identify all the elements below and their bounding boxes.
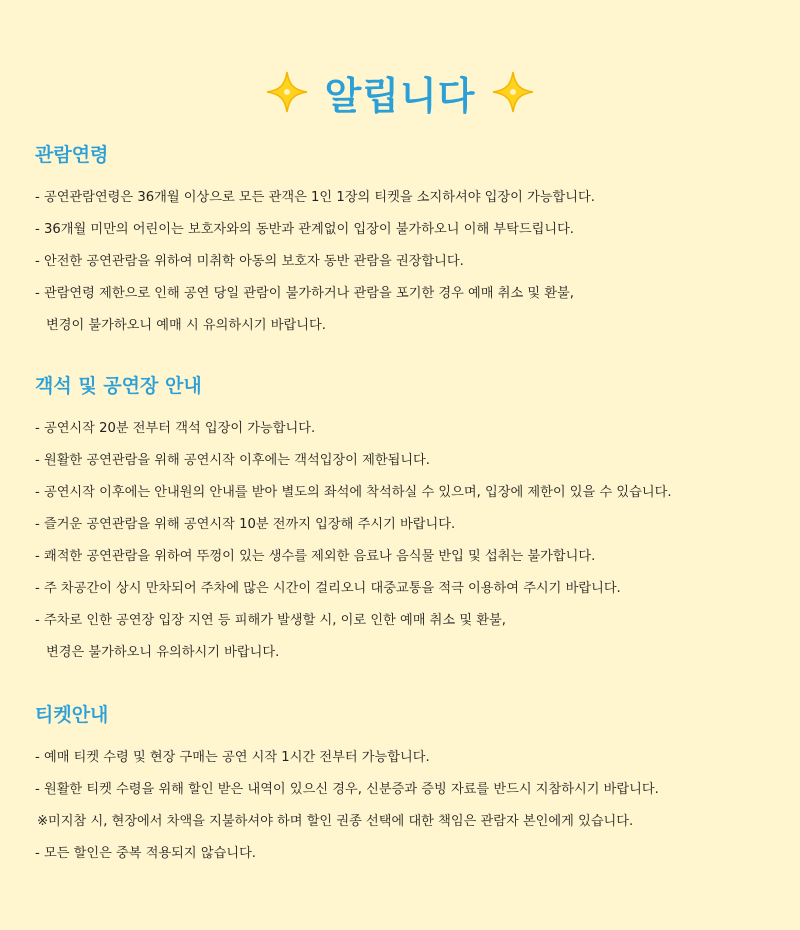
- notice-line: - 36개월 미만의 어린이는 보호자와의 동반과 관계없이 입장이 불가하오니 이해 부탁드립니다.: [35, 222, 574, 237]
- notice-line: - 공연시작 20분 전부터 객석 입장이 가능합니다.: [35, 421, 316, 436]
- section-seat-venue: [35, 373, 775, 669]
- notice-line: - 예매 티켓 수령 및 현장 구매는 공연 시작 1시간 전부터 가능합니다.: [35, 750, 430, 765]
- notice-line: - 쾌적한 공연관람을 위하여 뚜껑이 있는 생수를 제외한 음료나 음식물 반입 및 섭취는 불가합니다.: [35, 549, 596, 564]
- section-heading: 객석 및 공연장 안내: [35, 375, 202, 397]
- sparkle-icon: [265, 70, 309, 114]
- notice-line: - 원활한 공연관람을 위해 공연시작 이후에는 객석입장이 제한됩니다.: [35, 453, 430, 468]
- section-heading: 티켓안내: [35, 704, 109, 726]
- section-age-policy: [35, 142, 775, 342]
- notice-line: - 주 차공간이 상시 만차되어 주차에 많은 시간이 걸리오니 대중교통을 적극 이용하여 주시기 바랍니다.: [35, 581, 621, 596]
- notice-line: - 주차로 인한 공연장 입장 지연 등 피해가 발생할 시, 이로 인한 예매 취소 및 환불,: [35, 613, 506, 628]
- sparkle-icon: [491, 70, 535, 114]
- notice-line: 변경은 불가하오니 유의하시기 바랍니다.: [46, 645, 280, 660]
- page-title: 알립니다: [324, 73, 476, 118]
- notice-line: - 관람연령 제한으로 인해 공연 당일 관람이 불가하거나 관람을 포기한 경우 예매 취소 및 환불,: [35, 286, 574, 301]
- notice-note: ※미지참 시, 현장에서 차액을 지불하셔야 하며 할인 권종 선택에 대한 책임은 관람자 본인에게 있습니다.: [37, 814, 634, 829]
- notice-line: - 공연시작 이후에는 안내원의 안내를 받아 별도의 좌석에 착석하실 수 있으며, 입장에 제한이 있을 수 있습니다.: [35, 485, 672, 500]
- notice-line: - 모든 할인은 중복 적용되지 않습니다.: [35, 846, 256, 861]
- title-row: [0, 62, 800, 122]
- notice-line: - 즐거운 공연관람을 위해 공연시작 10분 전까지 입장해 주시기 바랍니다.: [35, 517, 456, 532]
- section-heading: 관람연령: [35, 144, 109, 166]
- notice-line: 변경이 불가하오니 예매 시 유의하시기 바랍니다.: [46, 318, 326, 333]
- notice-line: - 원활한 티켓 수령을 위해 할인 받은 내역이 있으신 경우, 신분증과 증빙 자료를 반드시 지참하시기 바랍니다.: [35, 782, 659, 797]
- notice-line: - 안전한 공연관람을 위하여 미취학 아동의 보호자 동반 관람을 권장합니다.: [35, 254, 464, 269]
- notice-line: - 공연관람연령은 36개월 이상으로 모든 관객은 1인 1장의 티켓을 소지하셔야 입장이 가능합니다.: [35, 190, 595, 205]
- section-ticket-info: [35, 702, 775, 870]
